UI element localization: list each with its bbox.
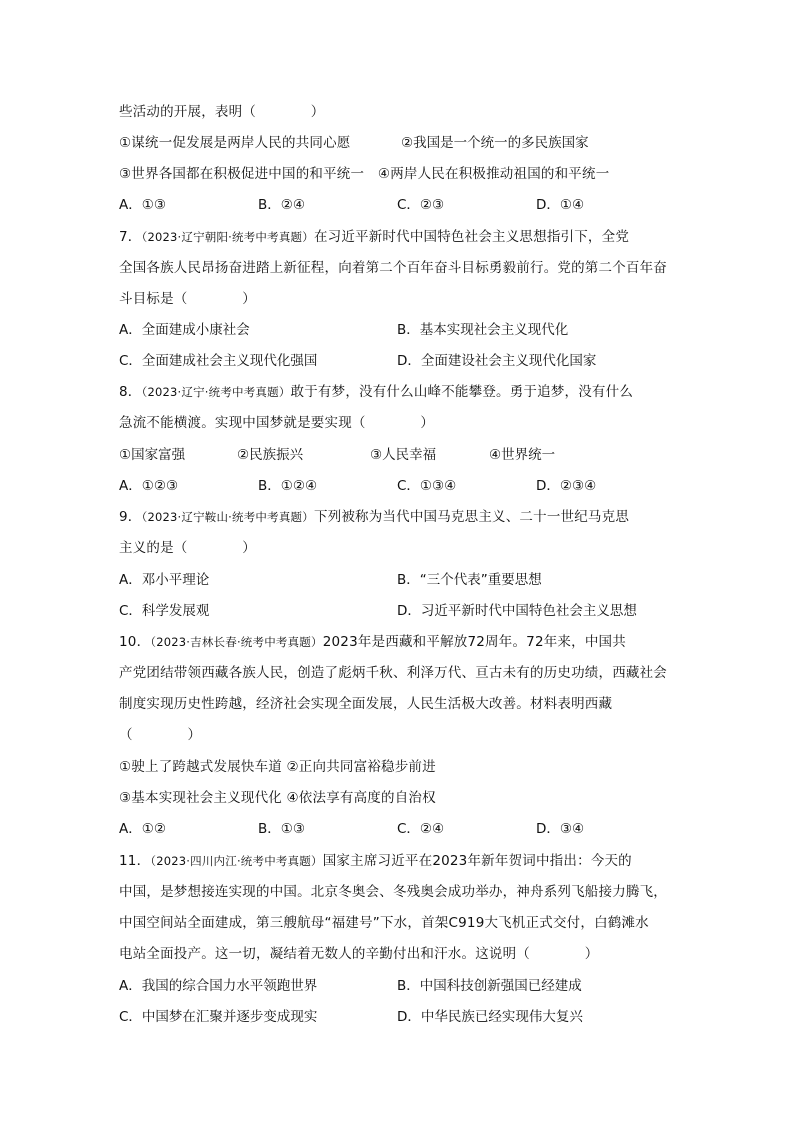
q8-option-c[interactable]: C．①③④ <box>397 478 457 494</box>
q8-item-4: ④世界统一 <box>489 447 556 463</box>
q8-item-3: ③人民幸福 <box>370 447 437 463</box>
q6-option-c[interactable]: C．②③ <box>397 197 445 213</box>
q7-text: 在习近平新时代中国特色社会主义思想指引下，全党 <box>313 229 630 245</box>
q10-stem-line-3: 制度实现历史性跨越，经济社会实现全面发展，人民生活极大改善。材料表明西藏 <box>119 696 613 712</box>
q8-option-d[interactable]: D．②③④ <box>536 478 597 494</box>
q9-stem-line-1 <box>119 507 629 527</box>
q6-option-a[interactable]: A．①③ <box>119 197 166 213</box>
q6-statements-3-4: ③世界各国都在积极促进中国的和平统一 ④两岸人民在积极推动祖国的和平统一 <box>119 166 610 182</box>
q11-stem-line-1 <box>119 851 632 871</box>
q8-stem-line-2: 急流不能横渡。实现中国梦就是要实现（ ） <box>119 415 435 431</box>
q11-option-a[interactable]: A．我国的综合国力水平领跑世界 <box>119 978 318 994</box>
q7-stem-line-3: 斗目标是（ ） <box>119 291 256 307</box>
q7-stem-line-1 <box>119 227 629 247</box>
q11-source: （2023·四川内江·统考中考真题） <box>150 854 323 868</box>
q7-option-c[interactable]: C．全面建成社会主义现代化强国 <box>119 353 318 369</box>
q10-source: （2023·吉林长春·统考中考真题） <box>150 635 323 649</box>
q6-statement-1: ①谋统一促发展是两岸人民的共同心愿 <box>119 135 351 151</box>
q8-source: （2023·辽宁·统考中考真题） <box>141 385 291 399</box>
q9-number: 9． <box>119 509 142 525</box>
q10-option-d[interactable]: D．③④ <box>536 821 585 837</box>
q9-text: 下列被称为当代中国马克思主义、二十一世纪马克思 <box>313 509 630 525</box>
q8-item-2: ②民族振兴 <box>237 447 304 463</box>
q7-number: 7． <box>119 229 142 245</box>
q7-option-d[interactable]: D．全面建设社会主义现代化国家 <box>397 353 597 369</box>
q10-stem-line-1 <box>119 632 626 652</box>
q7-option-b[interactable]: B．基本实现社会主义现代化 <box>397 322 569 338</box>
q8-option-b[interactable]: B．①②④ <box>258 478 318 494</box>
q9-source: （2023·辽宁鞍山·统考中考真题） <box>141 510 314 524</box>
q10-option-a[interactable]: A．①② <box>119 821 166 837</box>
q6-statement-2: ②我国是一个统一的多民族国家 <box>401 135 589 151</box>
q7-option-a[interactable]: A．全面建成小康社会 <box>119 322 250 338</box>
q11-stem-line-4: 电站全面投产。这一切，凝结着无数人的辛勤付出和汗水。这说明（ ） <box>119 946 599 962</box>
q9-option-a[interactable]: A．邓小平理论 <box>119 572 210 588</box>
q10-text: 2023年是西藏和平解放72周年。72年来，中国共 <box>322 634 626 650</box>
q9-stem-line-2: 主义的是（ ） <box>119 540 256 556</box>
q10-statements-3-4: ③基本实现社会主义现代化 ④依法享有高度的自治权 <box>119 790 436 806</box>
q8-text: 敢于有梦，没有什么山峰不能攀登。勇于追梦，没有什么 <box>290 384 634 400</box>
q8-option-a[interactable]: A．①②③ <box>119 478 179 494</box>
q7-source: （2023·辽宁朝阳·统考中考真题） <box>141 230 314 244</box>
q10-option-c[interactable]: C．②④ <box>397 821 445 837</box>
q10-statements-1-2: ①驶上了跨越式发展快车道 ②正向共同富裕稳步前进 <box>119 759 436 775</box>
q11-number: 11． <box>119 853 151 869</box>
q11-option-c[interactable]: C．中国梦在汇聚并逐步变成现实 <box>119 1009 318 1025</box>
q11-option-d[interactable]: D．中华民族已经实现伟大复兴 <box>397 1009 583 1025</box>
q8-number: 8． <box>119 384 142 400</box>
q10-option-b[interactable]: B．①③ <box>258 821 305 837</box>
q6-stem-end: 些活动的开展，表明（ ） <box>119 104 325 120</box>
q11-option-b[interactable]: B．中国科技创新强国已经建成 <box>397 978 582 994</box>
q9-option-b[interactable]: B．“三个代表”重要思想 <box>397 572 542 588</box>
q11-text: 国家主席习近平在2023年新年贺词中指出：今天的 <box>322 853 632 869</box>
q9-option-d[interactable]: D．习近平新时代中国特色社会主义思想 <box>397 603 637 619</box>
q8-item-1: ①国家富强 <box>119 447 186 463</box>
q11-stem-line-3: 中国空间站全面建成，第三艘航母“福建号”下水，首架C919大飞机正式交付，白鹤滩水 <box>119 915 649 931</box>
q6-option-d[interactable]: D．①④ <box>536 197 585 213</box>
q6-option-b[interactable]: B．②④ <box>258 197 305 213</box>
q10-answer-blank: （ ） <box>119 727 202 743</box>
q7-stem-line-2: 全国各族人民昂扬奋进踏上新征程，向着第二个百年奋斗目标勇毅前行。党的第二个百年奋 <box>119 260 667 276</box>
q8-stem-line-1 <box>119 382 633 402</box>
q10-number: 10． <box>119 634 151 650</box>
q11-stem-line-2: 中国，是梦想接连实现的中国。北京冬奥会、冬残奥会成功举办，神舟系列飞船接力腾飞， <box>119 884 667 900</box>
q9-option-c[interactable]: C．科学发展观 <box>119 603 210 619</box>
q10-stem-line-2: 产党团结带领西藏各族人民，创造了彪炳千秋、利泽万代、亘古未有的历史功绩，西藏社会 <box>119 665 667 681</box>
